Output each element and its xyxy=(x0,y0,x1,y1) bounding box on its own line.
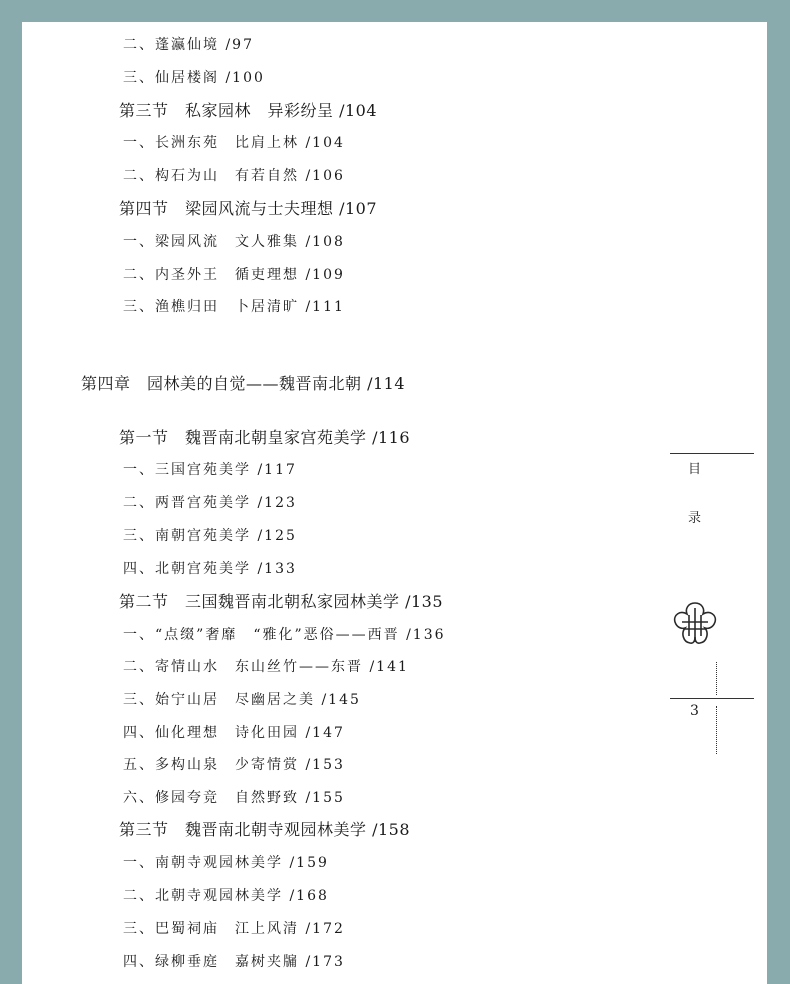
side-label-mu: 目 xyxy=(688,462,702,477)
page-number: 3 xyxy=(690,703,699,719)
toc-entry: 四、绿柳垂庭 嘉树夹牖 /173 xyxy=(123,954,345,970)
toc-entry: 二、内圣外王 循吏理想 /109 xyxy=(123,267,345,283)
toc-entry: 一、“点缀”奢靡 “雅化”恶俗——西晋 /136 xyxy=(123,627,446,643)
toc-entry: 二、北朝寺观园林美学 /168 xyxy=(123,888,329,904)
dotted-line-lower xyxy=(716,706,717,754)
toc-entry: 三、始宁山居 尽幽居之美 /145 xyxy=(123,692,361,708)
toc-section-heading: 第二节 三国魏晋南北朝私家园林美学 /135 xyxy=(119,592,444,611)
toc-entry: 四、北朝宫苑美学 /133 xyxy=(123,561,297,577)
toc-entry: 二、构石为山 有若自然 /106 xyxy=(123,168,345,184)
toc-entry: 三、南朝宫苑美学 /125 xyxy=(123,528,297,544)
toc-section-heading: 第三节 魏晋南北朝寺观园林美学 /158 xyxy=(119,820,411,839)
toc-entry: 二、寄情山水 东山丝竹——东晋 /141 xyxy=(123,659,409,675)
toc-entry: 一、梁园风流 文人雅集 /108 xyxy=(123,234,345,250)
toc-entry: 二、蓬瀛仙境 /97 xyxy=(123,37,254,53)
dotted-line-upper xyxy=(716,662,717,695)
toc-entry: 五、多构山泉 少寄情赏 /153 xyxy=(123,757,345,773)
toc-entry: 一、长洲东苑 比肩上林 /104 xyxy=(123,135,345,151)
toc-section-heading: 第三节 私家园林 异彩纷呈 /104 xyxy=(119,101,378,120)
toc-entry: 三、巴蜀祠庙 江上风清 /172 xyxy=(123,921,345,937)
toc-entry: 六、修园夸竞 自然野致 /155 xyxy=(123,790,345,806)
side-top-rule xyxy=(670,453,754,454)
toc-entry: 一、南朝寺观园林美学 /159 xyxy=(123,855,329,871)
side-bottom-rule xyxy=(670,698,754,699)
toc-entry: 三、仙居楼阁 /100 xyxy=(123,70,265,86)
toc-entry: 三、渔樵归田 卜居清旷 /111 xyxy=(123,299,345,315)
table-of-contents xyxy=(22,22,662,984)
toc-entry: 四、仙化理想 诗化田园 /147 xyxy=(123,725,345,741)
floral-emblem-icon xyxy=(670,600,720,650)
toc-section-heading: 第一节 魏晋南北朝皇家宫苑美学 /116 xyxy=(119,428,411,447)
toc-chapter-heading: 第四章 园林美的自觉——魏晋南北朝 /114 xyxy=(81,374,406,393)
book-page xyxy=(22,22,767,984)
toc-entry: 一、三国宫苑美学 /117 xyxy=(123,462,297,478)
side-margin xyxy=(670,22,767,984)
toc-entry: 二、两晋宫苑美学 /123 xyxy=(123,495,297,511)
toc-section-heading: 第四节 梁园风流与士夫理想 /107 xyxy=(119,199,378,218)
side-label-lu: 录 xyxy=(688,511,702,526)
